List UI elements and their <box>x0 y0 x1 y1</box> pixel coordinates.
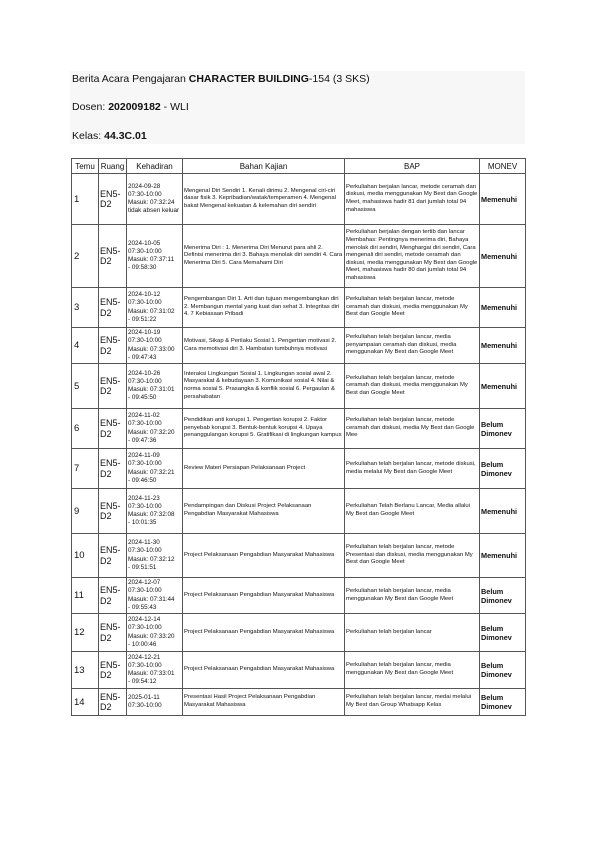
table-row <box>72 328 526 364</box>
cell-monev: Belum Dimonev <box>480 578 526 614</box>
table-row <box>72 409 526 449</box>
cell-bahan-kajian: Project Pelaksanaan Pengabdian Masyarakat Mahasiswa <box>183 534 345 578</box>
column-header-bap: BAP <box>345 159 480 174</box>
cell-temu: 13 <box>72 652 99 689</box>
cell-monev: Memenuhi <box>480 174 526 225</box>
cell-kehadiran: 2024-11-30 07:30-10:00 Masuk: 07:32:12 - 09:51:51 <box>127 534 183 578</box>
cell-temu: 6 <box>72 409 99 449</box>
cell-monev: Memenuhi <box>480 534 526 578</box>
cell-bap: Perkuliahan telah berjalan lancar, medai melalui My Best dan Group Whatsapp Kelas <box>345 689 480 716</box>
lecturer-id: 202009182 <box>108 101 161 113</box>
cell-monev: Memenuhi <box>480 364 526 409</box>
cell-bap: Perkuliahan berjalan dengan tertib dan lancar Membahas: Pentingnya menerima diri, Bahaya menolak diri sendiri, Menghargai diri sendiri, Cara mengenali diri sendiri, metode ceramah dan diskusi, media menggunakan My Best dan Google Meet, mahasiswa hadir 80 dari jumlah total 94 mahasiswa <box>345 225 480 288</box>
cell-bap: Perkuliahan telah berjalan lancar, media penyampaian ceramah dan diskusi, media menggunakan My Best dan Google Meet <box>345 328 480 364</box>
title-prefix: Berita Acara Pengajaran <box>72 73 189 85</box>
cell-bap: Perkuliahan telah berjalan lancar, media menggunakan My Best dan Google Meet <box>345 652 480 689</box>
cell-ruang: EN5-D2 <box>99 449 127 489</box>
cell-monev: Memenuhi <box>480 288 526 328</box>
course-name: CHARACTER BUILDING <box>188 73 309 85</box>
cell-kehadiran: 2024-11-02 07:30-10:00 Masuk: 07:32:20 - 09:47:36 <box>127 409 183 449</box>
cell-bap: Perkuliahan telah berjalan lancar, metode Presentasi dan diskusi, media menggunakan My Best dan Google Meet <box>345 534 480 578</box>
cell-monev: Belum Dimonev <box>480 614 526 652</box>
cell-bahan-kajian: Menerima Diri : 1. Menerima Diri Menurut para ahli 2. Definisi menerima diri 3. Bahaya menolak diri sendiri 4. Cara Menerima Diri 5. Cara Memahami Diri <box>183 225 345 288</box>
cell-kehadiran: 2024-12-14 07:30-10:00 Masuk: 07:33:20 - 10:00:46 <box>127 614 183 652</box>
cell-ruang: EN5-D2 <box>99 652 127 689</box>
cell-bahan-kajian: Pengembangan Diri 1. Arti dan tujuan mengembangkan diri 2. Membangun mental yang kuat dan sehat 3. Integritas diri 4. 7 Kebiasaan Pribadi <box>183 288 345 328</box>
lecturer-line <box>72 101 189 113</box>
cell-bahan-kajian: Project Pelaksanaan Pengabdian Masyarakat Mahasiswa <box>183 614 345 652</box>
cell-ruang: EN5-D2 <box>99 174 127 225</box>
cell-bahan-kajian: Mengenal Diri Sendiri 1. Kenali dirimu 2. Mengenal ciri-ciri dasar fisik 3. Kepribadian/watak/temperamen 4. Mengenal bakat Mengenal kekuatan & kelemahan diri sendiri <box>183 174 345 225</box>
cell-kehadiran: 2024-11-09 07:30-10:00 Masuk: 07:32:21 - 09:46:50 <box>127 449 183 489</box>
cell-ruang: EN5-D2 <box>99 364 127 409</box>
cell-bahan-kajian: Presentasi Hasil Project Pelaksanaan Pengabdian Masyarakat Mahasiswa <box>183 689 345 716</box>
table-header-row <box>72 159 526 174</box>
table-row <box>72 578 526 614</box>
table-row <box>72 364 526 409</box>
cell-temu: 2 <box>72 225 99 288</box>
cell-temu: 11 <box>72 578 99 614</box>
cell-monev: Belum Dimonev <box>480 409 526 449</box>
cell-temu: 7 <box>72 449 99 489</box>
cell-kehadiran: 2024-10-19 07:30-10:00 Masuk: 07:33:00 - 09:47:43 <box>127 328 183 364</box>
table-row <box>72 652 526 689</box>
cell-temu: 14 <box>72 689 99 716</box>
document-title <box>72 73 370 85</box>
cell-monev: Memenuhi <box>480 489 526 534</box>
cell-ruang: EN5-D2 <box>99 689 127 716</box>
cell-temu: 4 <box>72 328 99 364</box>
cell-bap: Perkuliahan telah berjalan lancar, metode diskusi, media melalui My Best dan Google Meet <box>345 449 480 489</box>
table-row <box>72 225 526 288</box>
cell-monev: Belum Dimonev <box>480 449 526 489</box>
cell-ruang: EN5-D2 <box>99 578 127 614</box>
cell-bap: Perkuliahan Telah Berlanu Lancar, Media allalui My Best dan Google Meet <box>345 489 480 534</box>
column-header-bahan-kajian: Bahan Kajian <box>183 159 345 174</box>
cell-kehadiran: 2024-10-05 07:30-10:00 Masuk: 07:37:11 - 09:58:30 <box>127 225 183 288</box>
cell-bahan-kajian: Project Pelaksanaan Pengabdian Masyarakat Mahasiswa <box>183 578 345 614</box>
cell-bap: Perkuliahan telah berjalan lancar, media menggunakan My Best dan Google Meet <box>345 578 480 614</box>
cell-kehadiran: 2024-12-21 07:30-10:00 Masuk: 07:33:01 - 09:54:12 <box>127 652 183 689</box>
cell-kehadiran: 2024-09-28 07:30-10:00 Masuk: 07:32:24 tidak absen keluar <box>127 174 183 225</box>
cell-temu: 12 <box>72 614 99 652</box>
column-header-ruang: Ruang <box>99 159 127 174</box>
class-value: 44.3C.01 <box>104 130 147 142</box>
column-header-temu: Temu <box>72 159 99 174</box>
cell-bahan-kajian: Pendampingan dan Diskusi Project Pelaksanaan Pengabdian Masyarakat Mahasiswa <box>183 489 345 534</box>
class-label: Kelas: <box>72 130 105 142</box>
cell-bahan-kajian: Pendidikan anti korupsi 1. Pengertian korupsi 2. Faktor penyebab korupsi 3. Bentuk-bentuk korupsi 4. Upaya penanggulangan korupsi 5. Gratifikasi di lingkungan kampus <box>183 409 345 449</box>
cell-bahan-kajian: Motivasi, Sikap & Perilaku Sosial 1. Pengertian motivasi 2. Cara memotivasi diri 3. Hambatan tumbuhnya motivasi <box>183 328 345 364</box>
cell-kehadiran: 2024-10-12 07:30-10:00 Masuk: 07:31:02 - 09:51:22 <box>127 288 183 328</box>
cell-monev: Belum Dimonev <box>480 652 526 689</box>
document-header <box>70 71 525 144</box>
title-suffix: -154 (3 SKS) <box>308 73 370 85</box>
table-row <box>72 288 526 328</box>
cell-ruang: EN5-D2 <box>99 328 127 364</box>
cell-temu: 3 <box>72 288 99 328</box>
cell-ruang: EN5-D2 <box>99 489 127 534</box>
table-row <box>72 614 526 652</box>
cell-monev: Memenuhi <box>480 225 526 288</box>
cell-bahan-kajian: Interaksi Lingkungan Sosial 1. Lingkungan sosial awal 2. Masyarakat & kebudayaan 3. Komunikasi sosial 4. Nilai & norma sosial 5. Prasangka & konflik sosial 6. Pergaulan & persahabatan <box>183 364 345 409</box>
cell-kehadiran: 2025-01-11 07:30-10:00 <box>127 689 183 716</box>
cell-bahan-kajian: Review Materi Persiapan Pelaksanaan Project <box>183 449 345 489</box>
cell-monev: Belum Dimonev <box>480 689 526 716</box>
table-row <box>72 489 526 534</box>
cell-monev: Memenuhi <box>480 328 526 364</box>
column-header-monev: MONEV <box>480 159 526 174</box>
cell-ruang: EN5-D2 <box>99 409 127 449</box>
cell-bap: Perkuliahan telah berjalan lancar <box>345 614 480 652</box>
column-header-kehadiran: Kehadiran <box>127 159 183 174</box>
cell-bap: Perkuliahan berjalan lancar, metode ceramah dan diskusi, media menggunakan My Best dan Google Meet, mahasiswa hadir 81 dari jumlah total 94 mahasiswa <box>345 174 480 225</box>
lecturer-label: Dosen: <box>72 101 109 113</box>
cell-ruang: EN5-D2 <box>99 534 127 578</box>
cell-bahan-kajian: Project Pelaksanaan Pengabdian Masyarakat Mahasiswa <box>183 652 345 689</box>
cell-bap: Perkuliahan telah berjalan lancar, metode ceramah dan diskusi, media My Best dan Google Mee <box>345 409 480 449</box>
table-row <box>72 174 526 225</box>
cell-ruang: EN5-D2 <box>99 288 127 328</box>
table-row <box>72 534 526 578</box>
cell-bap: Perkuliahan telah berjalan lancar, metode ceramah dan diskusi, media menggunakan My Best dan Google Meet <box>345 364 480 409</box>
cell-kehadiran: 2024-11-23 07:30-10:00 Masuk: 07:32:08 - 10:01:35 <box>127 489 183 534</box>
cell-kehadiran: 2024-12-07 07:30-10:00 Masuk: 07:31:44 - 09:55:43 <box>127 578 183 614</box>
lecturer-suffix: - WLI <box>160 101 189 113</box>
cell-temu: 1 <box>72 174 99 225</box>
table-body <box>72 174 526 716</box>
attendance-table <box>71 158 526 716</box>
table-row <box>72 689 526 716</box>
table-row <box>72 449 526 489</box>
cell-temu: 9 <box>72 489 99 534</box>
cell-kehadiran: 2024-10-26 07:30-10:00 Masuk: 07:31:01 - 09:45:50 <box>127 364 183 409</box>
class-line <box>72 130 147 142</box>
cell-temu: 10 <box>72 534 99 578</box>
cell-ruang: EN5-D2 <box>99 614 127 652</box>
cell-temu: 5 <box>72 364 99 409</box>
cell-bap: Perkuliahan telah berjalan lancar, metode ceramah dan diskusi, media menggunakan My Best dan Google Meet <box>345 288 480 328</box>
cell-ruang: EN5-D2 <box>99 225 127 288</box>
